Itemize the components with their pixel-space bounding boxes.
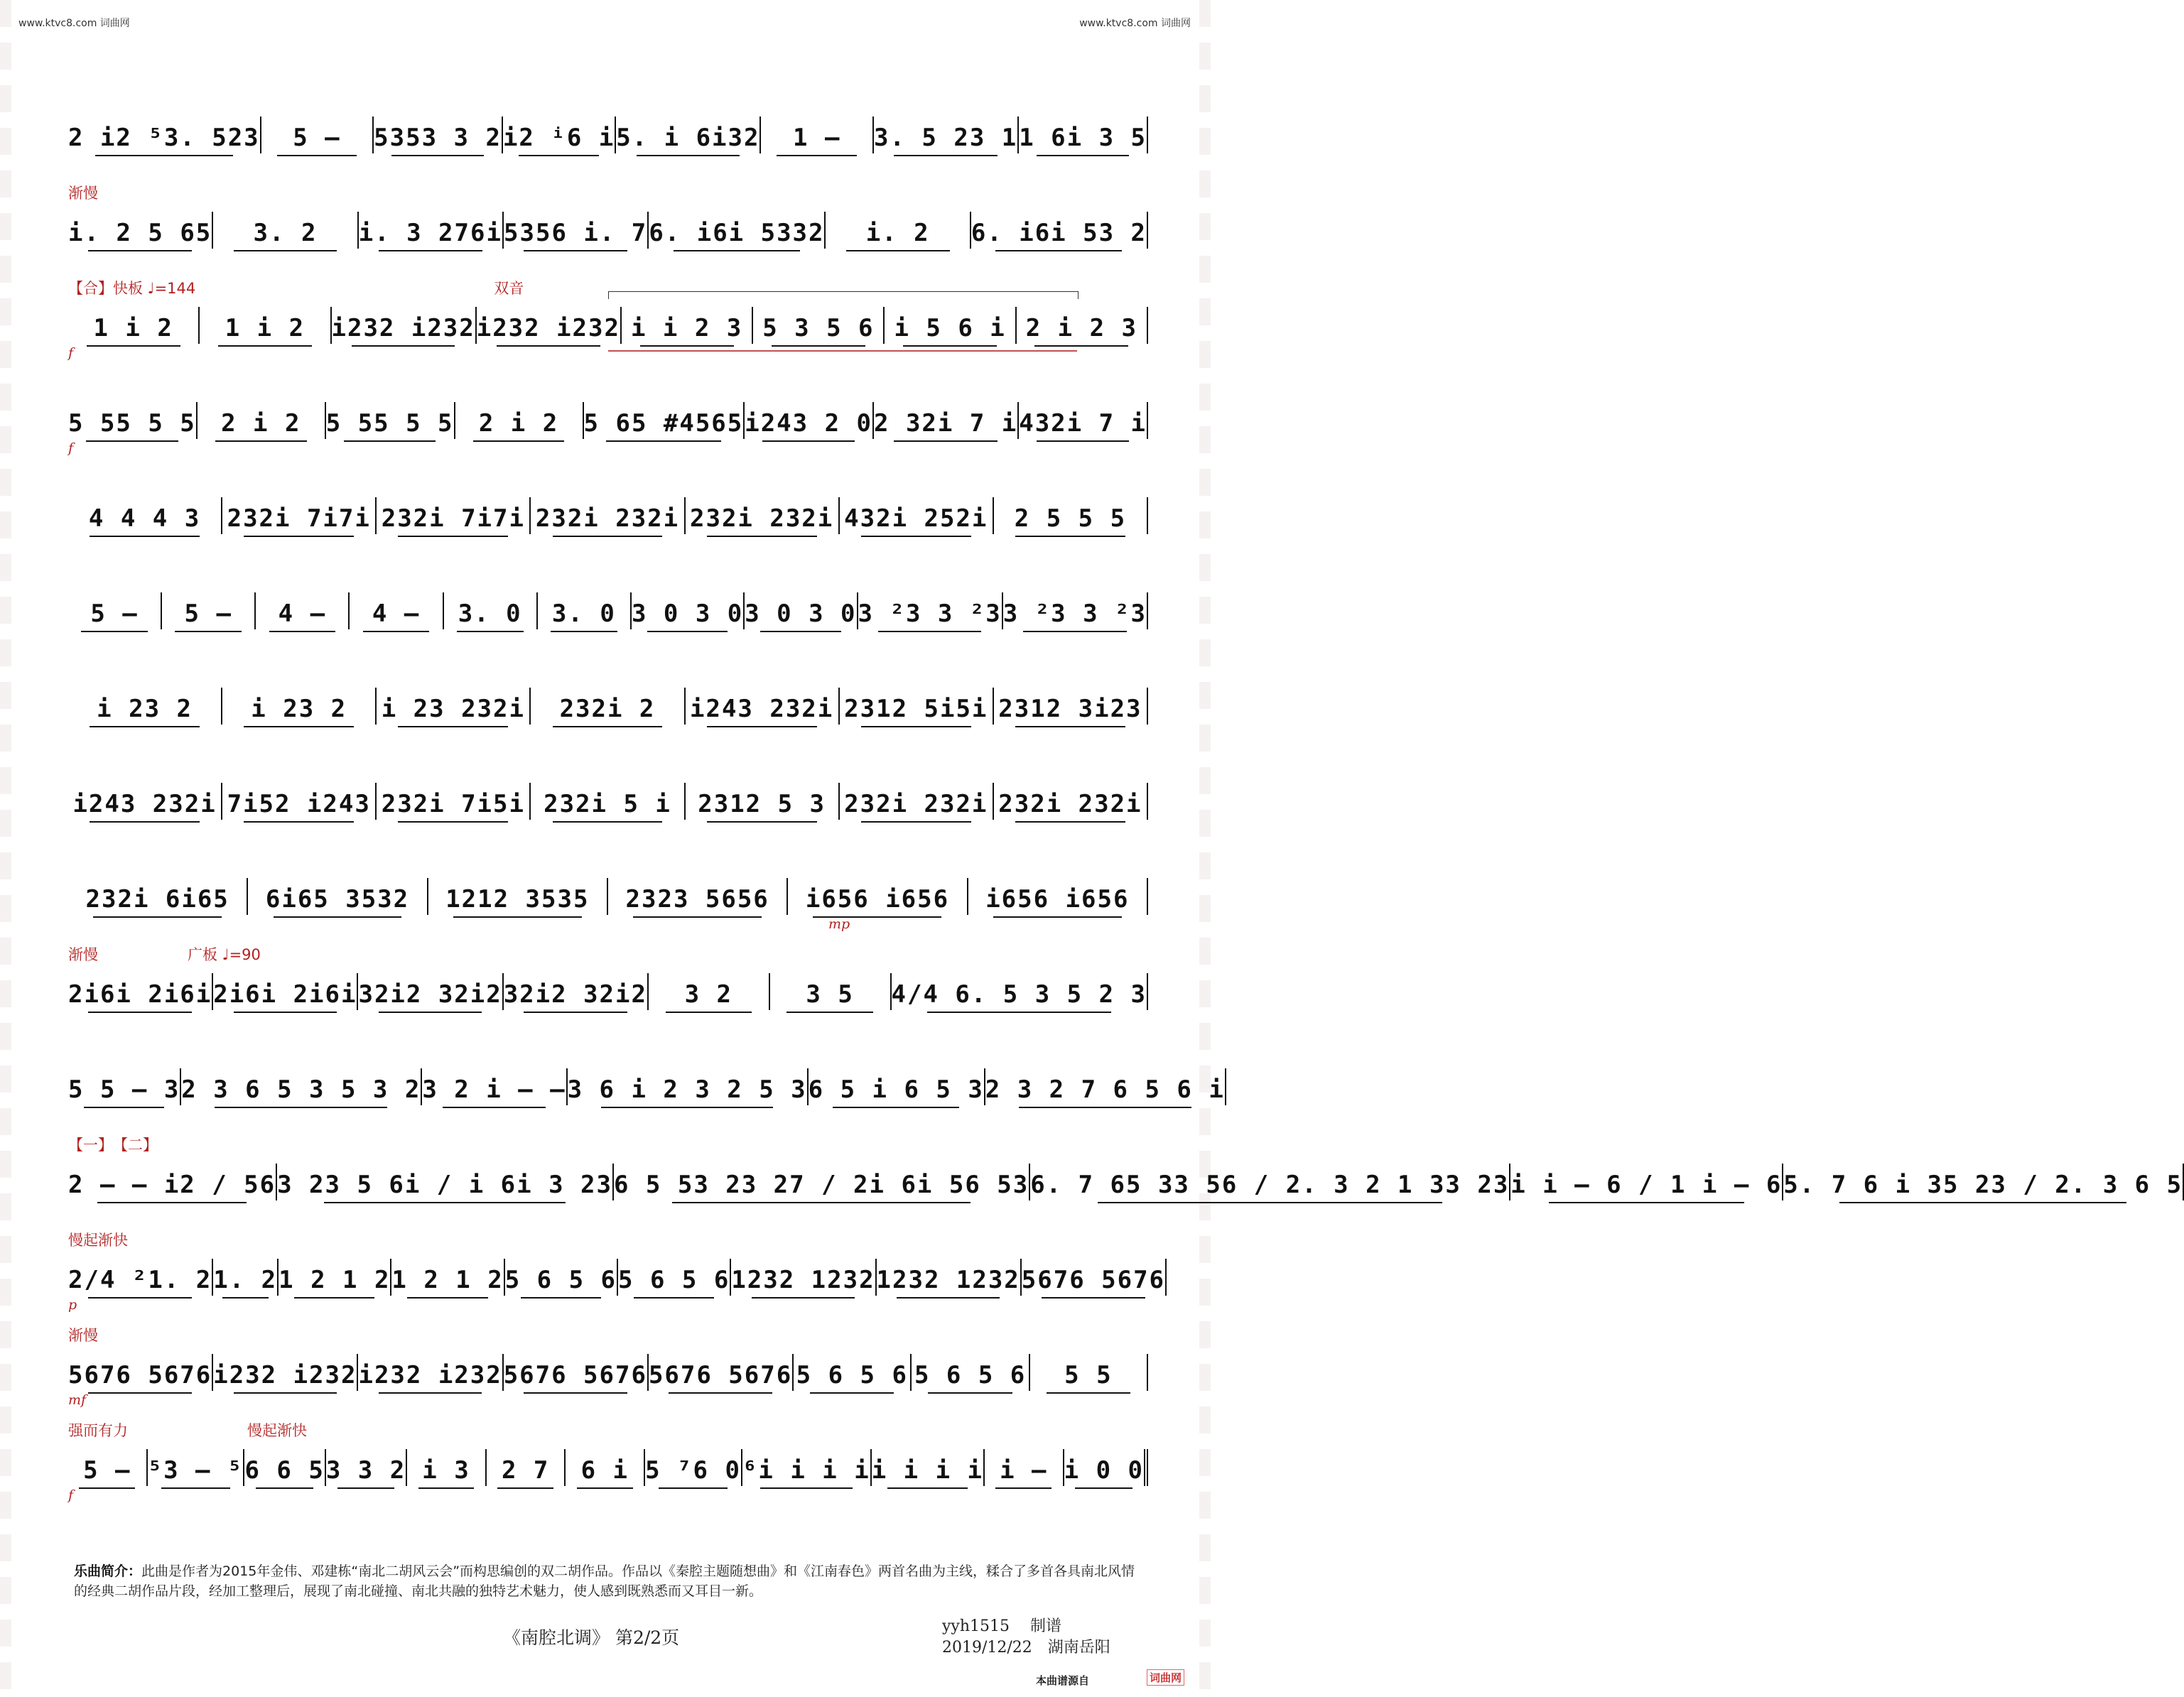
measure: 3 2 i — —	[422, 1068, 567, 1105]
measure: 2 5 5 5	[994, 497, 1148, 534]
row-markings	[68, 87, 1148, 115]
measure: 2 7	[487, 1449, 566, 1486]
dynamic-marking: f	[68, 345, 74, 361]
measure: 1232 1232	[731, 1259, 876, 1296]
measure: 3. 0	[444, 592, 538, 629]
measure: ⁶i i i i	[742, 1449, 872, 1486]
maker-date-place: 2019/12/22 湖南岳阳	[942, 1639, 1110, 1657]
row-measures	[68, 1260, 1166, 1296]
measure: i232 i232	[477, 307, 622, 344]
score-row	[68, 847, 1148, 932]
measure: 5 5 — 3	[68, 1068, 181, 1105]
measure: i —	[985, 1449, 1064, 1486]
row-markings	[68, 943, 1148, 972]
measure: 5 6 5 6	[794, 1354, 912, 1391]
row-measures	[68, 784, 1148, 820]
measure: 4 —	[256, 592, 350, 629]
score-row	[68, 656, 1148, 734]
score-row	[68, 1037, 1225, 1115]
measure: 3 5	[770, 973, 892, 1010]
measure: 232i 232i	[531, 497, 685, 534]
measure: 2312 3i23	[994, 688, 1148, 725]
row-markings	[68, 1419, 1148, 1448]
measure: 232i 6i65	[68, 878, 248, 915]
tempo-expression-marking: 慢起渐快	[68, 1232, 128, 1249]
row-markings	[68, 563, 1148, 591]
row-measures	[68, 1070, 1225, 1105]
score-row	[68, 85, 1148, 163]
measure: 1 i 2	[68, 307, 200, 344]
score-row	[68, 1227, 1166, 1313]
measure: 32i2 32i2	[358, 973, 503, 1010]
left-watermark-strip	[0, 0, 11, 1697]
measure: 1 —	[761, 116, 874, 153]
sfp-crescendo-line	[608, 350, 1077, 352]
measure: 3 0 3 0	[632, 592, 745, 629]
header-right-site: www.ktvc8.com 词曲网	[1079, 18, 1191, 29]
maker-name: yyh1515 制谱	[942, 1617, 1062, 1635]
row-markings	[68, 182, 1148, 210]
measure: 5 —	[162, 592, 256, 629]
measure: i243 232i	[68, 783, 222, 820]
measure: i232 i232	[358, 1354, 503, 1391]
row-measures	[68, 879, 1148, 915]
measure: i 3	[407, 1449, 487, 1486]
measure: 5676 5676	[504, 1354, 649, 1391]
measure: 2 i 2 3	[1017, 307, 1148, 344]
measure: 232i 5 i	[531, 783, 685, 820]
measure: 5356 i. 7	[504, 212, 649, 249]
row-measures	[68, 308, 1148, 344]
measure: 5 6 5 6	[912, 1354, 1029, 1391]
maker-info	[942, 1616, 1110, 1659]
measure: 232i 2	[531, 688, 685, 725]
measure: 5 ⁷6 0	[645, 1449, 742, 1486]
measure: 3 0 3 0	[745, 592, 858, 629]
site-logo: 词曲网	[1147, 1669, 1184, 1686]
measure: 232i 232i	[994, 783, 1148, 820]
measure: 7i52 i243	[222, 783, 377, 820]
row-measures	[68, 1165, 2183, 1200]
row-markings	[68, 1324, 1148, 1352]
row-markings	[68, 1134, 1148, 1162]
measure: 232i 7i7i	[377, 497, 531, 534]
measure: 432i 7 i	[1019, 402, 1148, 439]
measure: 5676 5676	[649, 1354, 794, 1391]
row-measures	[68, 1355, 1148, 1391]
measure: 2323 5656	[608, 878, 788, 915]
measure: 6. i6i 53 2	[971, 212, 1148, 249]
measure: 5 —	[68, 1449, 148, 1486]
source-label: 本曲谱源自	[1036, 1674, 1090, 1687]
tempo-expression-marking: 强而有力 慢起渐快	[68, 1422, 307, 1439]
measure: 1. 2	[213, 1259, 279, 1296]
dynamic-marking: f	[68, 1487, 74, 1503]
measure: 2 — — i2 / 56	[68, 1164, 277, 1200]
measure: 5676 5676	[68, 1354, 213, 1391]
right-watermark-strip	[1199, 0, 1211, 1697]
measure: i 23 2	[222, 688, 377, 725]
measure: 5. i 6i32	[616, 116, 761, 153]
measure: i 23 2	[68, 688, 222, 725]
row-measures	[68, 975, 1148, 1010]
measure: 2i6i 2i6i	[68, 973, 213, 1010]
row-measures	[68, 118, 1148, 153]
measure: 2i6i 2i6i	[213, 973, 358, 1010]
measure: 6. 7 65 33 56 / 2. 3 2 1 33 23	[1030, 1164, 1510, 1200]
measure: 6 5 53 23 27 / 2i 6i 56 53	[614, 1164, 1030, 1200]
measure: i. 2	[826, 212, 971, 249]
row-measures	[68, 594, 1148, 629]
measure: 3 ²3 3 ²3	[1003, 592, 1148, 629]
measure: i656 i656	[788, 878, 968, 915]
dynamic-marking: p	[68, 1297, 77, 1313]
score-row	[68, 1132, 2183, 1210]
measure: 5. 7 6 i 35 23 / 2. 3 6 5	[1783, 1164, 2184, 1200]
measure: 5 6 5 6	[505, 1259, 618, 1296]
measure: 32i2 32i2	[504, 973, 649, 1010]
measure: i 0 0	[1064, 1449, 1148, 1486]
row-markings	[68, 1039, 1148, 1067]
measure: i i 2 3	[622, 307, 753, 344]
measure: i 23 232i	[377, 688, 531, 725]
measure: 3. 2	[213, 212, 358, 249]
tempo-expression-marking: 渐慢	[68, 1327, 98, 1344]
measure: 1232 1232	[877, 1259, 1022, 1296]
measure: i. 3 276i	[359, 212, 504, 249]
measure: i i — 6 / 1 i — 6	[1510, 1164, 1783, 1200]
measure: 5 3 5 6	[753, 307, 885, 344]
row-markings	[68, 848, 1148, 877]
measure: 5353 3 2	[374, 116, 503, 153]
measure: 3 3 2	[326, 1449, 407, 1486]
measure: 1212 3535	[428, 878, 608, 915]
measure: 1 2 1 2	[279, 1259, 391, 1296]
measure: 5 6 5 6	[618, 1259, 731, 1296]
measure: 1 6i 3 5	[1019, 116, 1148, 153]
measure: 2 i2 ⁵3. 523	[68, 116, 261, 153]
intro-label: 乐曲简介：	[74, 1563, 142, 1579]
measure: 5 55 5 5	[326, 402, 455, 439]
row-measures	[68, 1451, 1148, 1486]
row-markings	[68, 467, 1148, 496]
measure: 5 55 5 5	[68, 402, 198, 439]
measure: 2 32i 7 i	[874, 402, 1019, 439]
piece-introduction	[74, 1561, 1140, 1601]
row-measures	[68, 689, 1148, 725]
page-title: 《南腔北调》 第2/2页	[503, 1627, 680, 1648]
measure: 6 6 5	[244, 1449, 325, 1486]
measure: 5 —	[68, 592, 162, 629]
measure: 5676 5676	[1022, 1259, 1167, 1296]
measure: 1 2 1 2	[391, 1259, 504, 1296]
measure: i232 i232	[213, 1354, 358, 1391]
tempo-expression-marking: 【一】 【二】	[68, 1137, 158, 1154]
score-row	[68, 180, 1148, 259]
tempo-expression-marking: 渐慢 广板 ♩=90	[68, 946, 261, 963]
measure: 232i 7i5i	[377, 783, 531, 820]
row-measures	[68, 403, 1148, 439]
measure: 3 2	[649, 973, 770, 1010]
measure: 2 3 6 5 3 5 3 2	[181, 1068, 422, 1105]
measure: i. 2 5 65	[68, 212, 213, 249]
measure: 6 5 i 6 5 3	[809, 1068, 985, 1105]
score-row	[68, 466, 1148, 544]
measure: 3. 5 23 1	[874, 116, 1019, 153]
measure: 5 —	[261, 116, 374, 153]
dynamic-marking: mf	[68, 1392, 87, 1408]
score-row	[68, 276, 1148, 361]
dynamic-marking: mp	[828, 916, 850, 932]
dynamic-marking: f	[68, 440, 74, 456]
score-row	[68, 561, 1148, 639]
double-stop-bracket	[608, 291, 1079, 299]
measure: 2 i 2	[455, 402, 584, 439]
measure: i232 i232	[332, 307, 477, 344]
row-markings	[68, 753, 1148, 781]
measure: 3 ²3 3 ²3	[858, 592, 1003, 629]
measure: i2 ⁱ6 i	[503, 116, 616, 153]
measure: i243 2 0	[745, 402, 874, 439]
score-row	[68, 1323, 1148, 1408]
measure: 232i 232i	[686, 497, 840, 534]
row-markings	[68, 1229, 1148, 1257]
measure: 5 5	[1030, 1354, 1148, 1391]
measure: i 5 6 i	[885, 307, 1016, 344]
measure: 2 i 2	[198, 402, 326, 439]
row-measures	[68, 499, 1148, 534]
measure: ⁵3 — ⁵	[148, 1449, 245, 1486]
measure: 2312 5i5i	[840, 688, 994, 725]
measure: i656 i656	[968, 878, 1148, 915]
intro-text: 此曲是作者为2015年金伟、邓建栋“南北二胡风云会”而构思编创的双二胡作品。作品以《秦腔主题随想曲》和《江南春色》两首名曲为主线，糅合了多首各具南北风情的经典二胡作品片段，经加工整理后，展现了南北碰撞、南北共融的独特艺术魅力，使人感到既熟悉而又耳目一新。	[74, 1563, 1135, 1599]
measure: i i i i	[872, 1449, 985, 1486]
score-row	[68, 752, 1148, 830]
measure: 6i65 3532	[248, 878, 428, 915]
measure: 3 6 i 2 3 2 5 3	[568, 1068, 809, 1105]
header-left-site: www.ktvc8.com 词曲网	[18, 18, 130, 29]
measure: 4/4 6. 5 3 5 2 3	[892, 973, 1149, 1010]
measure: 5 65 #4565	[584, 402, 745, 439]
row-markings	[68, 372, 1148, 401]
score-row	[68, 942, 1148, 1020]
score-row	[68, 1418, 1148, 1503]
measure: 3 23 5 6i / i 6i 3 23	[277, 1164, 614, 1200]
measure: 3. 0	[538, 592, 632, 629]
measure: 4 —	[350, 592, 443, 629]
measure: 432i 252i	[840, 497, 994, 534]
measure: 6 i	[566, 1449, 645, 1486]
tempo-expression-marking: 渐慢	[68, 185, 98, 202]
measure: 2/4 ²1. 2	[68, 1259, 213, 1296]
measure: 1 i 2	[200, 307, 331, 344]
measure: 2312 5 3	[686, 783, 840, 820]
measure: 6. i6i 5332	[649, 212, 826, 249]
measure: 232i 232i	[840, 783, 994, 820]
measure: i243 232i	[686, 688, 840, 725]
measure: 2 3 2 7 6 5 6 i	[985, 1068, 1226, 1105]
tempo-expression-marking: 【合】快板 ♩=144 双音	[68, 280, 524, 297]
row-markings	[68, 658, 1148, 686]
score-row	[68, 371, 1148, 456]
measure: 232i 7i7i	[222, 497, 377, 534]
row-measures	[68, 213, 1148, 249]
measure: 4 4 4 3	[68, 497, 222, 534]
